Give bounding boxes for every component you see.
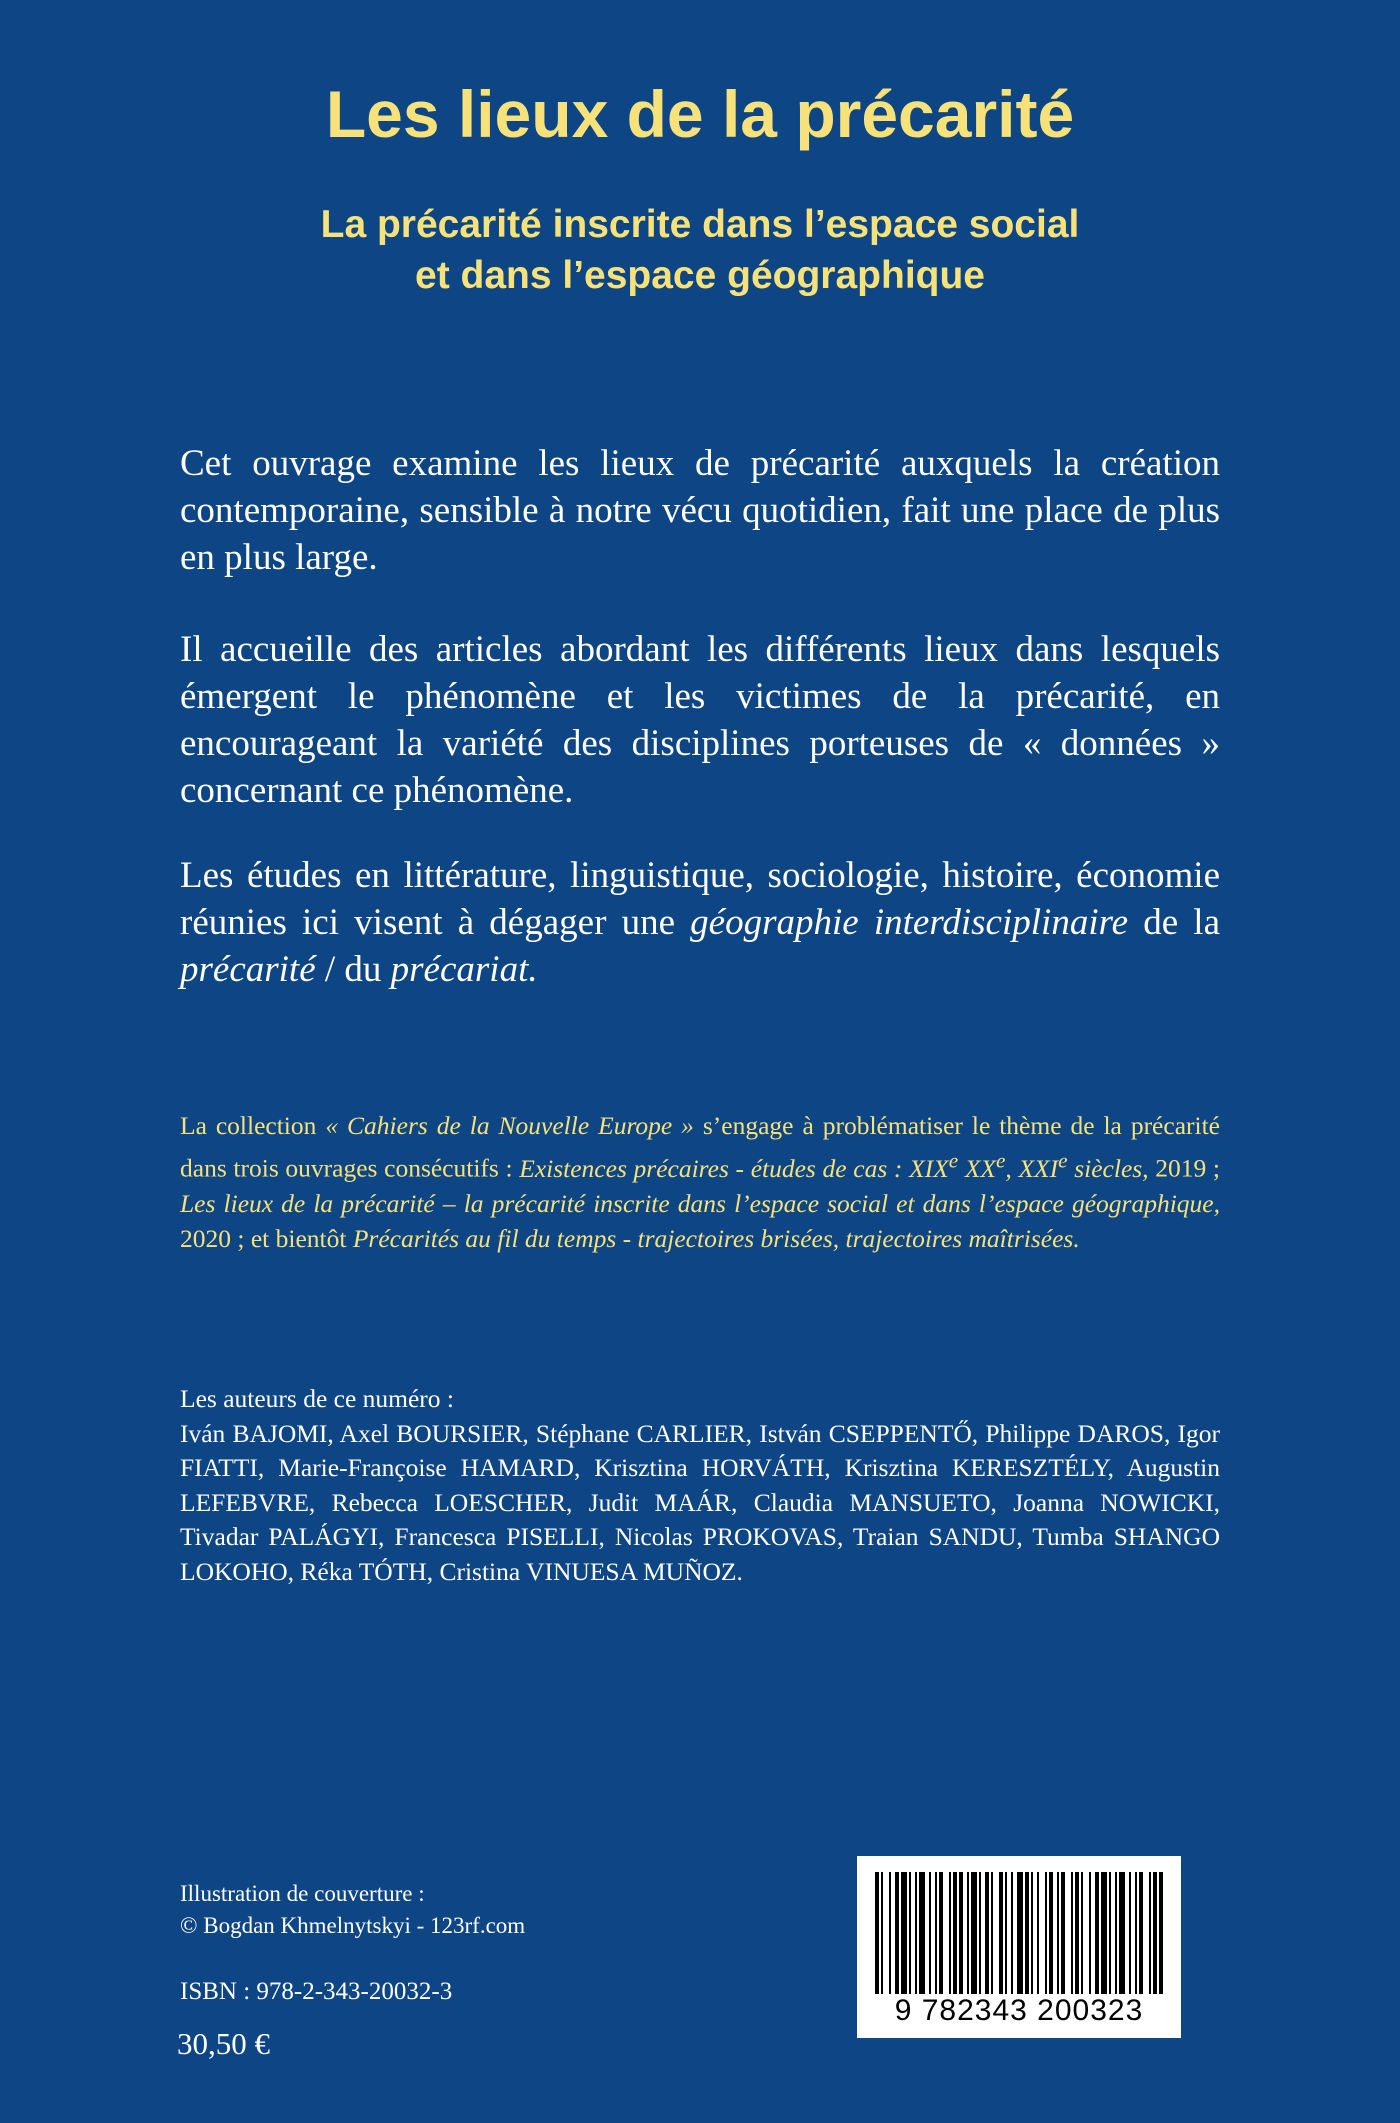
barcode-bar [875, 1872, 879, 1994]
description-paragraph-1: Cet ouvrage examine les lieux de précarité auxquels la création contemporaine, sensible à notre vécu quotidien, fait une place de plus en plus large. [180, 443, 1220, 578]
barcode [857, 1856, 1181, 2038]
barcode-bar [919, 1872, 925, 1994]
description-paragraph-2: Il accueille des articles abordant les différents lieux dans lesquels émergent le phénomène et les victimes de la précarité, en encourageant la variété des disciplines porteuses de « données » concernant ce phénomène. [180, 629, 1220, 811]
collection-series-name: « Cahiers de la Nouvelle Europe » [325, 1111, 694, 1140]
barcode-bar [1089, 1872, 1091, 1994]
subtitle-line-1: La précarité inscrite dans l’espace social [320, 203, 1080, 246]
barcode-bar [1095, 1872, 1099, 1994]
authors-block [180, 1382, 1220, 1589]
barcode-bar [953, 1872, 957, 1994]
p3-italic-geographie: géographie interdisciplinaire [690, 902, 1129, 943]
collection-note [180, 1108, 1220, 1256]
barcode-bar [1075, 1872, 1079, 1994]
p3-italic-precarite: précarité [180, 949, 316, 990]
description-paragraph-3 [180, 852, 1220, 993]
subtitle-line-2: et dans l’espace géographique [415, 253, 985, 297]
isbn: ISBN : 978-2-343-20032-3 [180, 1978, 453, 2005]
collection-s4: Existences précaires - études de cas : XIX [519, 1153, 949, 1183]
barcode-bar [901, 1872, 907, 1994]
collection-s3: s’engage à problématiser le thème de la précarité dans trois ouvrages consécutifs : [180, 1111, 1220, 1183]
barcode-bar [881, 1872, 883, 1994]
barcode-bars [875, 1872, 1163, 1994]
p3-text-c: de la [1128, 902, 1221, 943]
barcode-bar [959, 1872, 963, 1994]
collection-book-3: Précarités au fil du temps - trajectoires brisées, trajectoires maîtrisées. [352, 1223, 1080, 1253]
book-title: Les lieux de la précarité [325, 77, 1075, 151]
barcode-bar [1081, 1872, 1083, 1994]
collection-s1: La collection [180, 1111, 326, 1140]
barcode-bar [909, 1872, 911, 1994]
barcode-bar [1115, 1872, 1117, 1994]
barcode-bar [929, 1872, 931, 1994]
barcode-bar [971, 1872, 977, 1994]
credit-line-2: © Bogdan Khmelnytskyi - 123rf.com [180, 1913, 526, 1938]
barcode-bar [1049, 1872, 1053, 1994]
collection-book-2: Les lieux de la précarité – la précarité inscrite dans l’espace social et dans l’espace géographique, [180, 1188, 1220, 1218]
barcode-bar [1017, 1872, 1023, 1994]
barcode-bar [895, 1872, 899, 1994]
barcode-bar [967, 1872, 969, 1994]
barcode-bar [889, 1872, 891, 1994]
barcode-bar [1109, 1872, 1111, 1994]
authors-heading: Les auteurs de ce numéro : [180, 1384, 455, 1413]
barcode-bar [1005, 1872, 1007, 1994]
collection-s7: siècles, [1067, 1153, 1149, 1183]
barcode-number: 9 782343 200323 [894, 1994, 1144, 2027]
barcode-bar [1153, 1872, 1157, 1994]
barcode-bar [1025, 1872, 1029, 1994]
barcode-bar [1011, 1872, 1013, 1994]
collection-sup1: e [948, 1148, 959, 1172]
cover-credit [180, 1878, 525, 1942]
barcode-bar [915, 1872, 917, 1994]
collection-s6: , XXI [1005, 1153, 1059, 1183]
barcode-bar [1057, 1872, 1059, 1994]
collection-s5: XX [958, 1153, 996, 1183]
credit-line-1: Illustration de couverture : [180, 1881, 425, 1906]
barcode-bar [1045, 1872, 1047, 1994]
barcode-bar [1139, 1872, 1143, 1994]
barcode-bar [935, 1872, 937, 1994]
barcode-bar [1149, 1872, 1151, 1994]
p3-text-e: / du [315, 949, 391, 990]
barcode-bar [1061, 1872, 1065, 1994]
authors-list: Iván BAJOMI, Axel BOURSIER, Stéphane CARLIER, István CSEPPENTŐ, Philippe DAROS, Igor FIATTI, Marie-Françoise HAMARD, Krisztina HORVÁTH, Krisztina KERESZTÉLY, Augustin LEFEBVRE, Rebecca LOESCHER, Judit MAÁR, Claudia MANSUETO, Joanna NOWICKI, Tivadar PALÁGYI, Francesca PISELLI, Nicolas PROKOVAS, Traian SANDU, Tumba SHANGO LOKOHO, Réka TÓTH, Cristina VINUESA MUÑOZ. [180, 1418, 1220, 1586]
barcode-bar [1031, 1872, 1033, 1994]
collection-sup2: e [995, 1148, 1006, 1172]
barcode-bar [999, 1872, 1003, 1994]
collection-s8: 2019 ; [1148, 1153, 1220, 1183]
barcode-bar [939, 1872, 943, 1994]
barcode-bar [985, 1872, 989, 1994]
barcode-bar [1135, 1872, 1137, 1994]
collection-sup3: e [1058, 1148, 1068, 1172]
barcode-bar [1119, 1872, 1125, 1994]
barcode-bar [1129, 1872, 1131, 1994]
p3-text-a: Les études en littérature, linguistique, sociologie, histoire, économie réunies ici visent à dégager une [180, 855, 1220, 943]
collection-s10: 2020 ; et bientôt [180, 1223, 353, 1253]
barcode-bar [1071, 1872, 1073, 1994]
barcode-bar [1037, 1872, 1039, 1994]
p3-italic-precariat: précariat. [390, 949, 538, 990]
barcode-bar [991, 1872, 993, 1994]
barcode-bar [1159, 1872, 1163, 1994]
book-subtitle [0, 200, 1400, 301]
barcode-bar [979, 1872, 981, 1994]
barcode-bar [1101, 1872, 1107, 1994]
barcode-bar [949, 1872, 951, 1994]
price: 30,50 € [177, 2026, 270, 2061]
collection-book-1 [519, 1148, 1149, 1183]
